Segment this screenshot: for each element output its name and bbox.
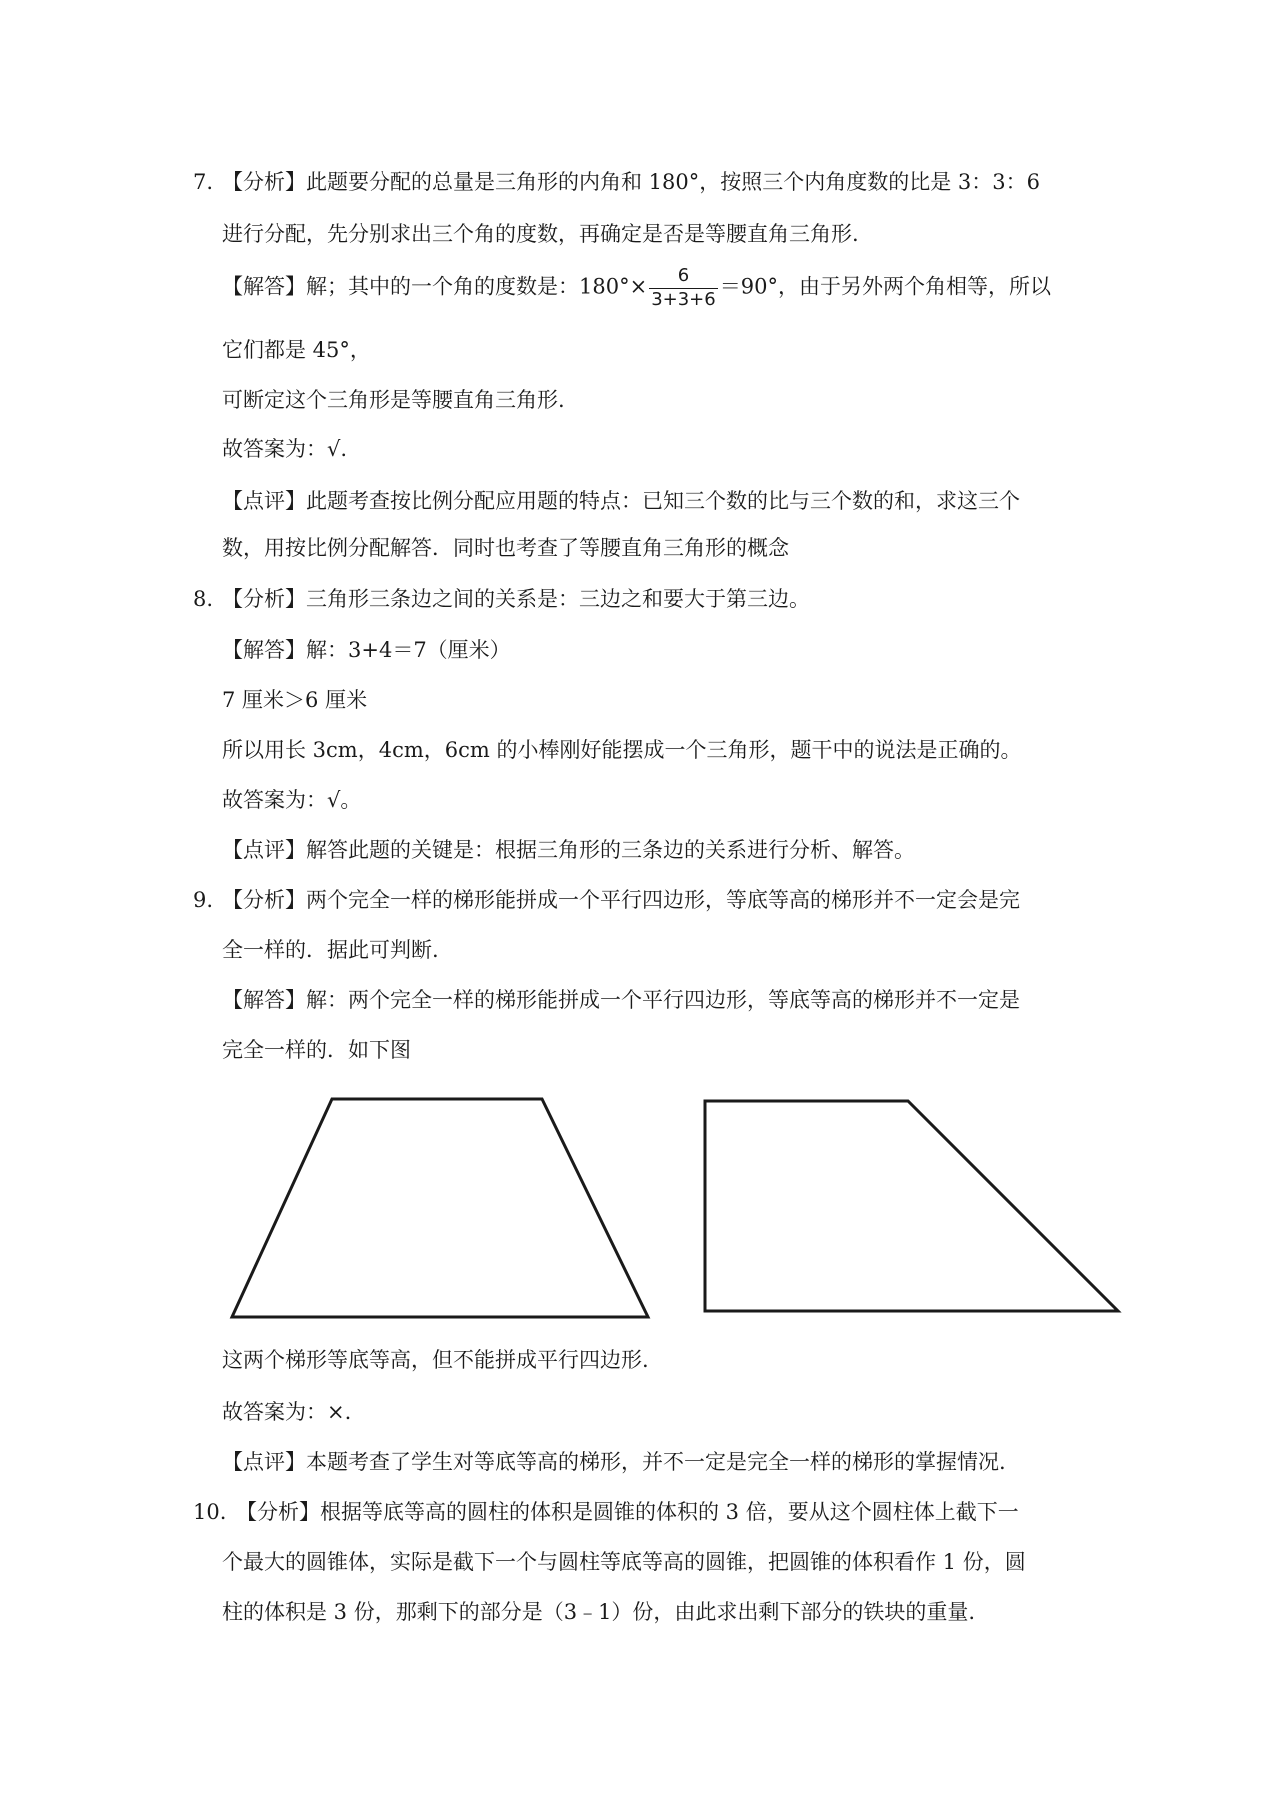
q7-answer-line-1 bbox=[222, 266, 1051, 310]
q9-comment: 【点评】本题考查了学生对等底等高的梯形，并不一定是完全一样的梯形的掌握情况. bbox=[222, 1450, 1006, 1474]
isosceles-trapezoid-figure bbox=[220, 1085, 660, 1325]
q9-analysis-line-1: 【分析】两个完全一样的梯形能拼成一个平行四边形，等底等高的梯形并不一定会是完 bbox=[222, 888, 1020, 912]
question-10-number: 10. bbox=[193, 1500, 227, 1524]
q7-comment-line-1: 【点评】此题考查按比例分配应用题的特点：已知三个数的比与三个数的和，求这三个 bbox=[222, 489, 1020, 513]
q7-analysis-line-2: 进行分配，先分别求出三个角的度数，再确定是否是等腰直角三角形. bbox=[222, 222, 859, 246]
q8-answer-line-3: 所以用长 3cm，4cm，6cm 的小棒刚好能摆成一个三角形，题干中的说法是正确的。 bbox=[222, 738, 1022, 762]
question-7-number: 7. bbox=[193, 170, 214, 194]
right-trapezoid-figure bbox=[690, 1085, 1140, 1325]
q8-answer-line-1: 【解答】解：3+4＝7（厘米） bbox=[222, 638, 511, 662]
right-trapezoid bbox=[705, 1101, 1118, 1311]
q7-answer-text-after-fraction: ＝90°，由于另外两个角相等，所以 bbox=[719, 274, 1051, 299]
q9-answer-line-1: 【解答】解：两个完全一样的梯形能拼成一个平行四边形，等底等高的梯形并不一定是 bbox=[222, 988, 1020, 1012]
q8-comment: 【点评】解答此题的关键是：根据三角形的三条边的关系进行分析、解答。 bbox=[222, 838, 915, 862]
q7-analysis-line-1: 【分析】此题要分配的总量是三角形的内角和 180°，按照三个内角度数的比是 3：3：6 bbox=[222, 170, 1041, 194]
q10-analysis-line-3: 柱的体积是 3 份，那剩下的部分是（3﹣1）份，由此求出剩下部分的铁块的重量. bbox=[222, 1600, 976, 1624]
q9-analysis-line-2: 全一样的．据此可判断. bbox=[222, 938, 439, 962]
question-9-number: 9. bbox=[193, 888, 214, 912]
isosceles-trapezoid bbox=[232, 1099, 648, 1317]
q8-final-answer: 故答案为：√。 bbox=[222, 788, 362, 812]
q7-answer-line-3: 可断定这个三角形是等腰直角三角形. bbox=[222, 388, 565, 412]
q10-analysis-line-1: 【分析】根据等底等高的圆柱的体积是圆锥的体积的 3 倍，要从这个圆柱体上截下一 bbox=[236, 1500, 1019, 1524]
q7-fraction bbox=[649, 266, 718, 310]
q8-analysis: 【分析】三角形三条边之间的关系是：三边之和要大于第三边。 bbox=[222, 587, 810, 611]
q7-comment-line-2: 数，用按比例分配解答．同时也考查了等腰直角三角形的概念 bbox=[222, 536, 789, 560]
q9-final-answer: 故答案为：×. bbox=[222, 1400, 352, 1424]
q8-answer-line-2: 7 厘米＞6 厘米 bbox=[222, 688, 368, 712]
q7-final-answer: 故答案为：√. bbox=[222, 437, 348, 461]
q7-fraction-numerator: 6 bbox=[677, 265, 690, 286]
q7-answer-text-before-fraction: 【解答】解；其中的一个角的度数是：180°× bbox=[222, 274, 648, 299]
q7-fraction-denominator: 3+3+6 bbox=[651, 288, 716, 310]
question-8-number: 8. bbox=[193, 587, 214, 611]
q9-answer-line-2: 完全一样的．如下图 bbox=[222, 1038, 411, 1062]
q9-figure-note: 这两个梯形等底等高，但不能拼成平行四边形. bbox=[222, 1348, 649, 1372]
q10-analysis-line-2: 个最大的圆锥体，实际是截下一个与圆柱等底等高的圆锥，把圆锥的体积看作 1 份，圆 bbox=[222, 1550, 1026, 1574]
q7-answer-line-2: 它们都是 45°， bbox=[222, 338, 371, 362]
